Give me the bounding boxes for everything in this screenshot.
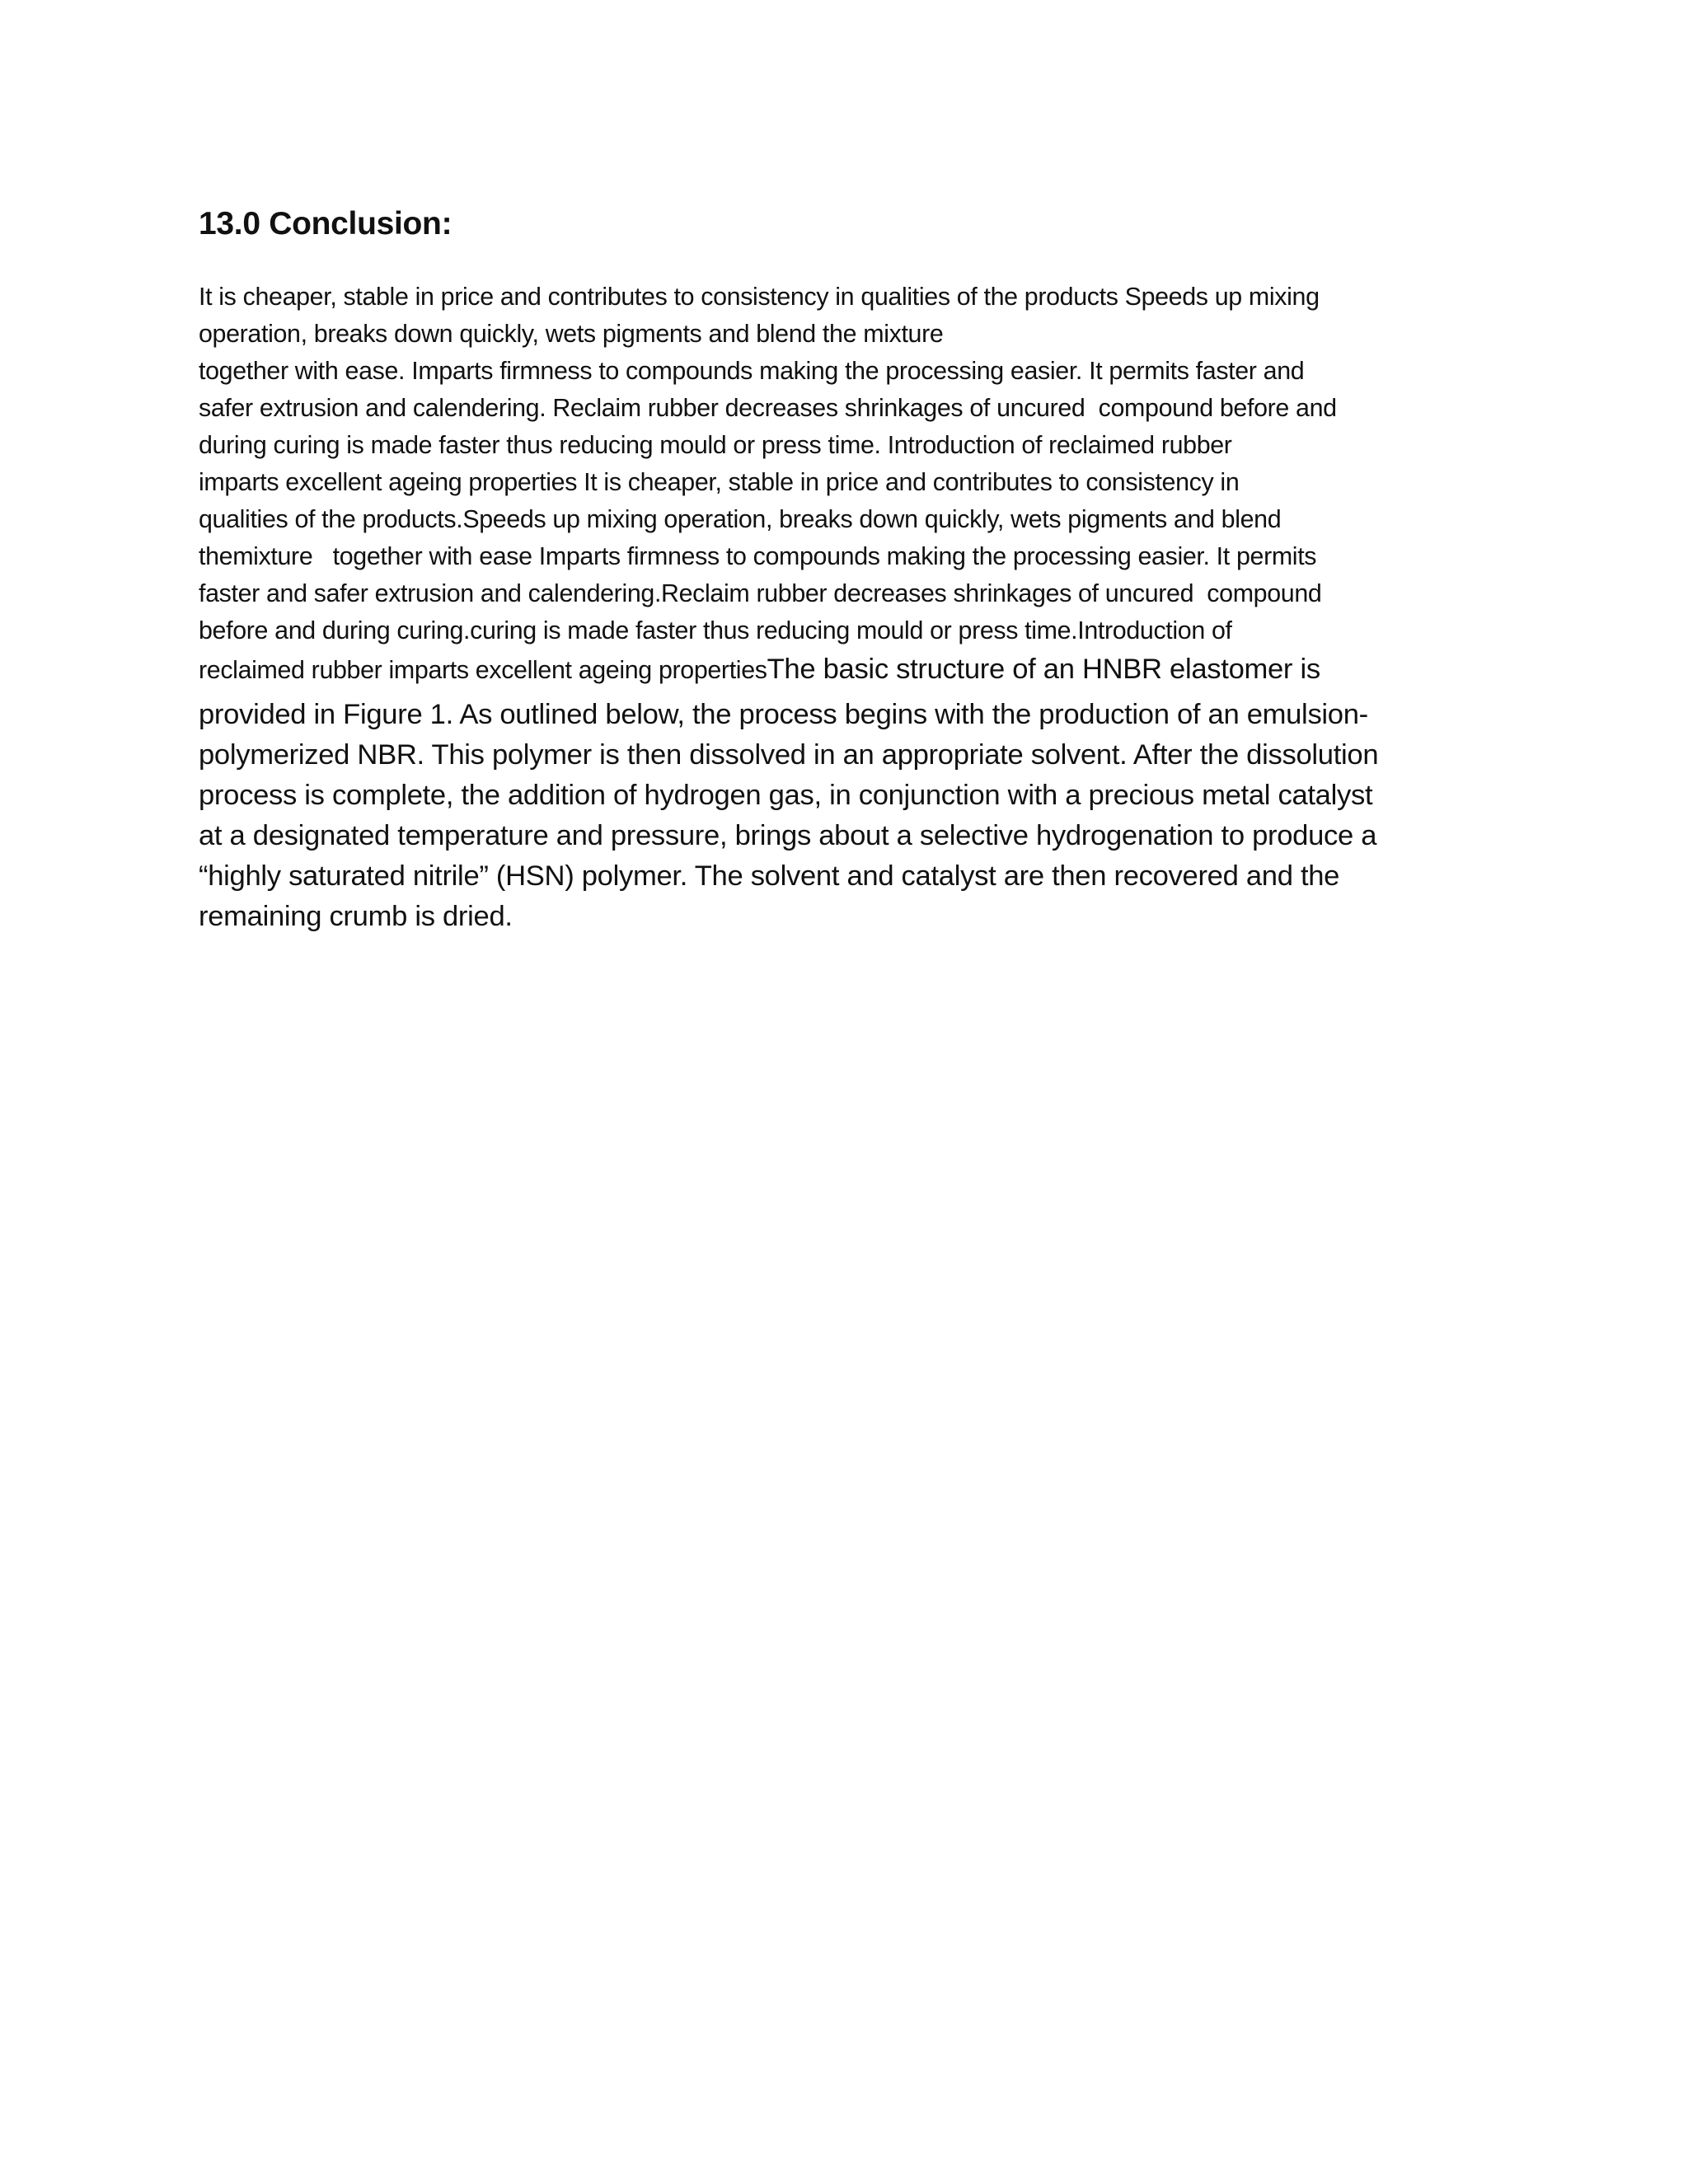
paragraph-line: “highly saturated nitrile” (HSN) polymer. The solvent and catalyst are then recovered and the	[199, 860, 1340, 892]
conclusion-paragraph	[199, 279, 1501, 937]
paragraph-line-mixed	[199, 649, 1501, 695]
paragraph-line: at a designated temperature and pressure, brings about a selective hydrogenation to produce a	[199, 820, 1377, 851]
paragraph-line: qualities of the products.Speeds up mixing operation, breaks down quickly, wets pigments and blend	[199, 505, 1282, 533]
paragraph-text-large: The basic structure of an HNBR elastomer is	[767, 654, 1320, 685]
paragraph-line: safer extrusion and calendering. Reclaim rubber decreases shrinkages of uncured compound before and	[199, 394, 1337, 422]
paragraph-line: remaining crumb is dried.	[199, 901, 513, 932]
paragraph-line: faster and safer extrusion and calendering.Reclaim rubber decreases shrinkages of uncured compound	[199, 579, 1322, 607]
paragraph-line: provided in Figure 1. As outlined below, the process begins with the production of an emulsion-	[199, 699, 1368, 730]
paragraph-line: imparts excellent ageing properties It is cheaper, stable in price and contributes to consistency in	[199, 468, 1240, 496]
paragraph-line: themixture together with ease Imparts firmness to compounds making the processing easier. It permits	[199, 542, 1317, 570]
paragraph-line: together with ease. Imparts firmness to compounds making the processing easier. It permits faster and	[199, 357, 1305, 385]
paragraph-text-small: reclaimed rubber imparts excellent ageing properties	[199, 656, 767, 684]
section-heading: 13.0 Conclusion:	[199, 206, 452, 241]
paragraph-line: operation, breaks down quickly, wets pigments and blend the mixture	[199, 320, 944, 348]
paragraph-line: during curing is made faster thus reducing mould or press time. Introduction of reclaimed rubber	[199, 431, 1232, 459]
paragraph-line: before and during curing.curing is made faster thus reducing mould or press time.Introduction of	[199, 616, 1232, 644]
paragraph-line: It is cheaper, stable in price and contributes to consistency in qualities of the products Speeds up mixing	[199, 283, 1320, 311]
paragraph-line: polymerized NBR. This polymer is then dissolved in an appropriate solvent. After the dissolution	[199, 739, 1379, 771]
paragraph-line: process is complete, the addition of hydrogen gas, in conjunction with a precious metal catalyst	[199, 780, 1373, 811]
